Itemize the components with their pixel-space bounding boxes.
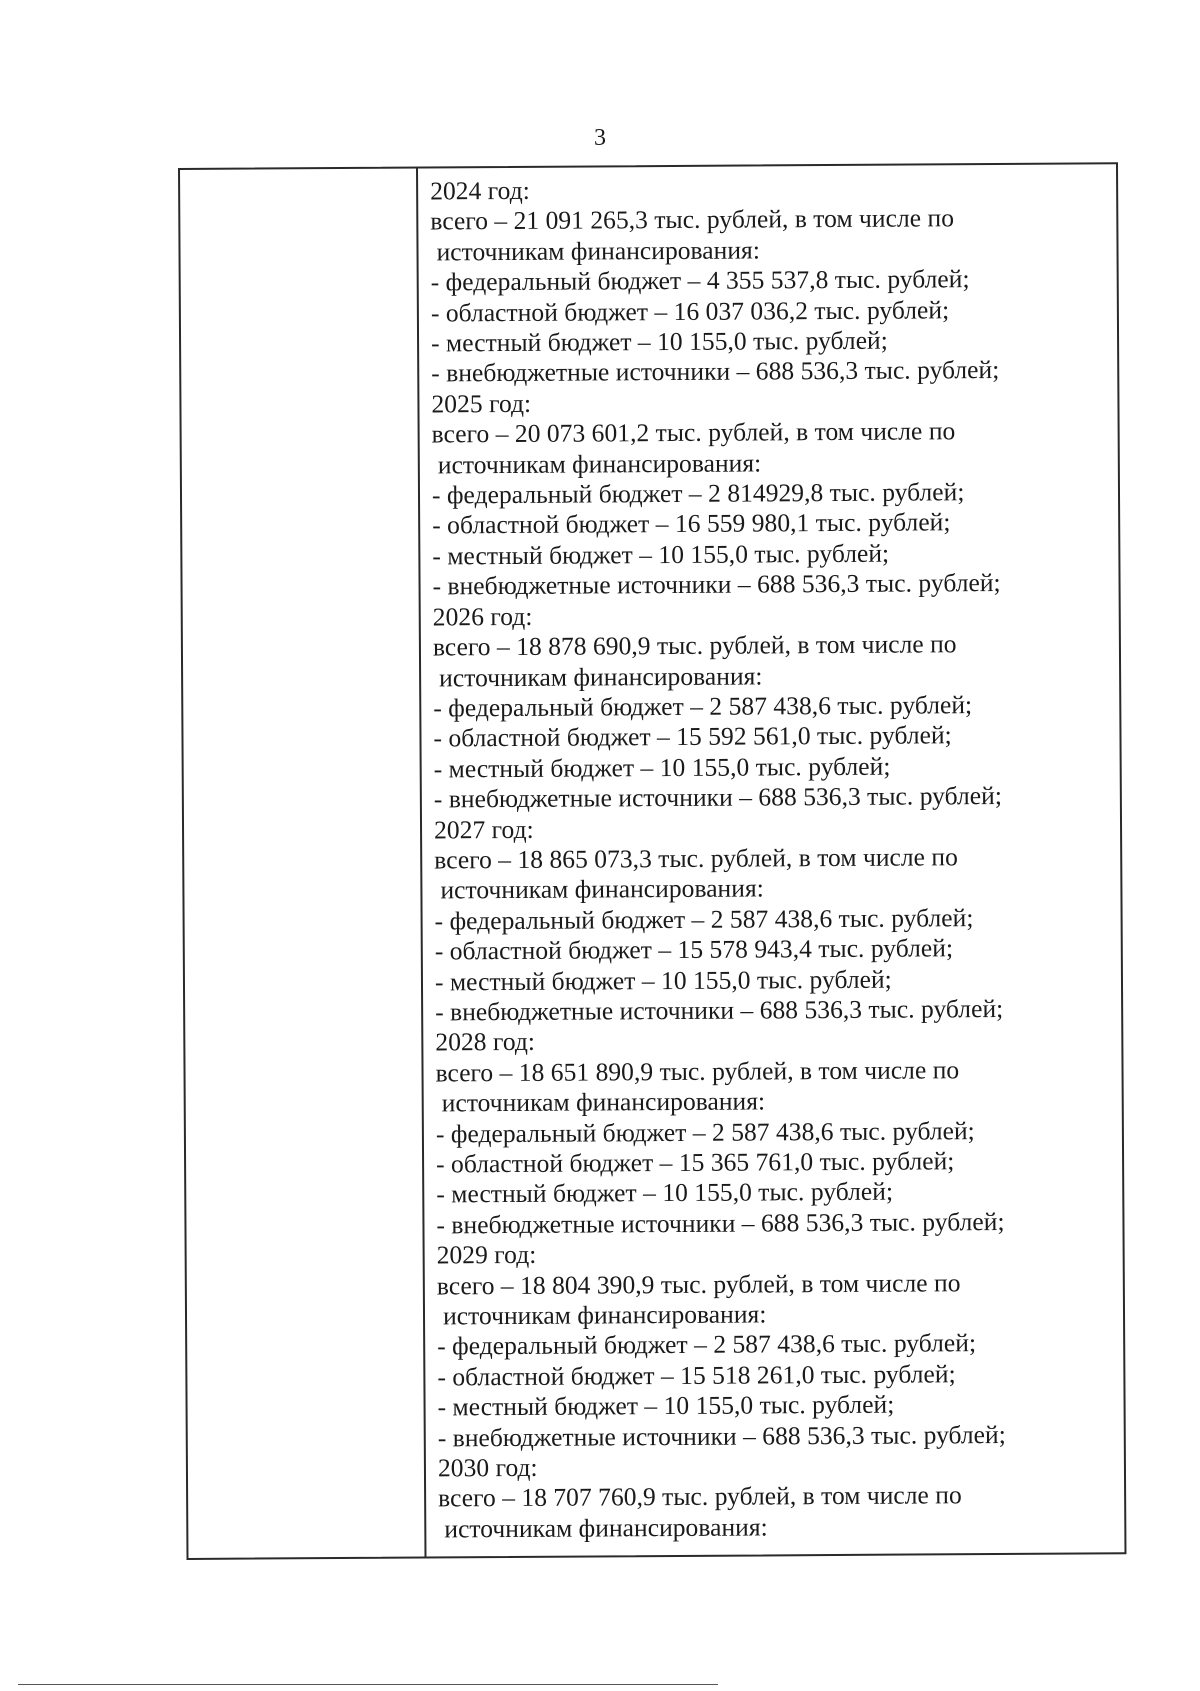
year-heading: 2027 год: (433, 814, 534, 844)
year-heading: 2024 год: (430, 175, 530, 206)
regional-budget-line: - областной бюджет – 15 518 261,0 тыс. рублей; (437, 1359, 956, 1392)
year-block (438, 1449, 1119, 1544)
local-budget-line: - местный бюджет – 10 155,0 тыс. рублей; (433, 751, 891, 784)
regional-budget-line: - областной бюджет – 15 578 943,4 тыс. рублей; (434, 933, 954, 966)
scan-bottom-edge (18, 1684, 718, 1685)
column-divider (416, 169, 426, 1557)
federal-budget-line: - федеральный бюджет – 2 814929,8 тыс. рублей; (431, 477, 965, 510)
sources-label: источникам финансирования: (444, 1512, 768, 1544)
year-block (437, 1237, 1118, 1454)
total-line: всего – 18 878 690,9 тыс. рублей, в том числе по (432, 629, 957, 662)
total-line: всего – 18 804 390,9 тыс. рублей, в том числе по (436, 1267, 961, 1301)
sources-label: источникам финансирования: (442, 1299, 767, 1331)
year-heading: 2029 год: (436, 1240, 537, 1270)
page-number: 3 (594, 125, 606, 151)
year-block (434, 811, 1115, 1028)
local-budget-line: - местный бюджет – 10 155,0 тыс. рублей; (432, 538, 890, 571)
regional-budget-line: - областной бюджет – 15 592 561,0 тыс. рублей; (433, 720, 952, 753)
regional-budget-line: - областной бюджет – 16 559 980,1 тыс. рублей; (432, 507, 951, 540)
local-budget-line: - местный бюджет – 10 155,0 тыс. рублей; (430, 325, 888, 358)
extrabudget-line: - внебюджетные источники – 688 536,3 тыс. рублей; (436, 1206, 1005, 1240)
year-block (433, 598, 1114, 815)
local-budget-line: - местный бюджет – 10 155,0 тыс. рублей; (436, 1177, 894, 1209)
year-block (431, 385, 1112, 602)
regional-budget-line: - областной бюджет – 15 365 761,0 тыс. рублей; (436, 1146, 955, 1179)
total-line: всего – 21 091 265,3 тыс. рублей, в том числе по (430, 203, 955, 236)
total-line: всего – 20 073 601,2 тыс. рублей, в том числе по (431, 416, 956, 449)
total-line: всего – 18 651 890,9 тыс. рублей, в том числе по (435, 1055, 960, 1088)
local-budget-line: - местный бюджет – 10 155,0 тыс. рублей; (437, 1389, 895, 1422)
funding-text-cell (430, 172, 1118, 1544)
year-heading: 2028 год: (435, 1027, 536, 1057)
sources-label: источникам финансирования: (437, 448, 762, 480)
extrabudget-line: - внебюджетные источники – 688 536,3 тыс. рублей; (437, 1419, 1006, 1453)
extrabudget-line: - внебюджетные источники – 688 536,3 тыс. рублей; (433, 781, 1003, 814)
year-block (435, 1024, 1116, 1241)
federal-budget-line: - федеральный бюджет – 2 587 438,6 тыс. рублей; (434, 902, 974, 936)
sources-label: источникам финансирования: (441, 1086, 766, 1118)
funding-table (178, 162, 1126, 1560)
year-heading: 2026 год: (432, 601, 533, 632)
federal-budget-line: - федеральный бюджет – 4 355 537,8 тыс. рублей; (430, 264, 970, 297)
sources-label: источникам финансирования: (436, 235, 760, 267)
year-heading: 2030 год: (437, 1452, 538, 1483)
year-heading: 2025 год: (431, 388, 532, 419)
regional-budget-line: - областной бюджет – 16 037 036,2 тыс. рублей; (430, 294, 950, 328)
extrabudget-line: - внебюджетные источники – 688 536,3 тыс. рублей; (435, 993, 1004, 1027)
extrabudget-line: - внебюджетные источники – 688 536,3 тыс. рублей; (431, 355, 1000, 388)
federal-budget-line: - федеральный бюджет – 2 587 438,6 тыс. рублей; (433, 690, 973, 723)
total-line: всего – 18 707 760,9 тыс. рублей, в том числе по (438, 1480, 962, 1513)
sources-label: источникам финансирования: (439, 660, 763, 692)
federal-budget-line: - федеральный бюджет – 2 587 438,6 тыс. рублей; (437, 1328, 977, 1361)
extrabudget-line: - внебюджетные источники – 688 536,3 тыс. рублей; (432, 568, 1001, 601)
federal-budget-line: - федеральный бюджет – 2 587 438,6 тыс. рублей; (435, 1115, 975, 1149)
total-line: всего – 18 865 073,3 тыс. рублей, в том числе по (434, 842, 958, 875)
year-block (430, 172, 1111, 389)
sources-label: источникам финансирования: (440, 873, 764, 905)
local-budget-line: - местный бюджет – 10 155,0 тыс. рублей; (434, 964, 892, 997)
